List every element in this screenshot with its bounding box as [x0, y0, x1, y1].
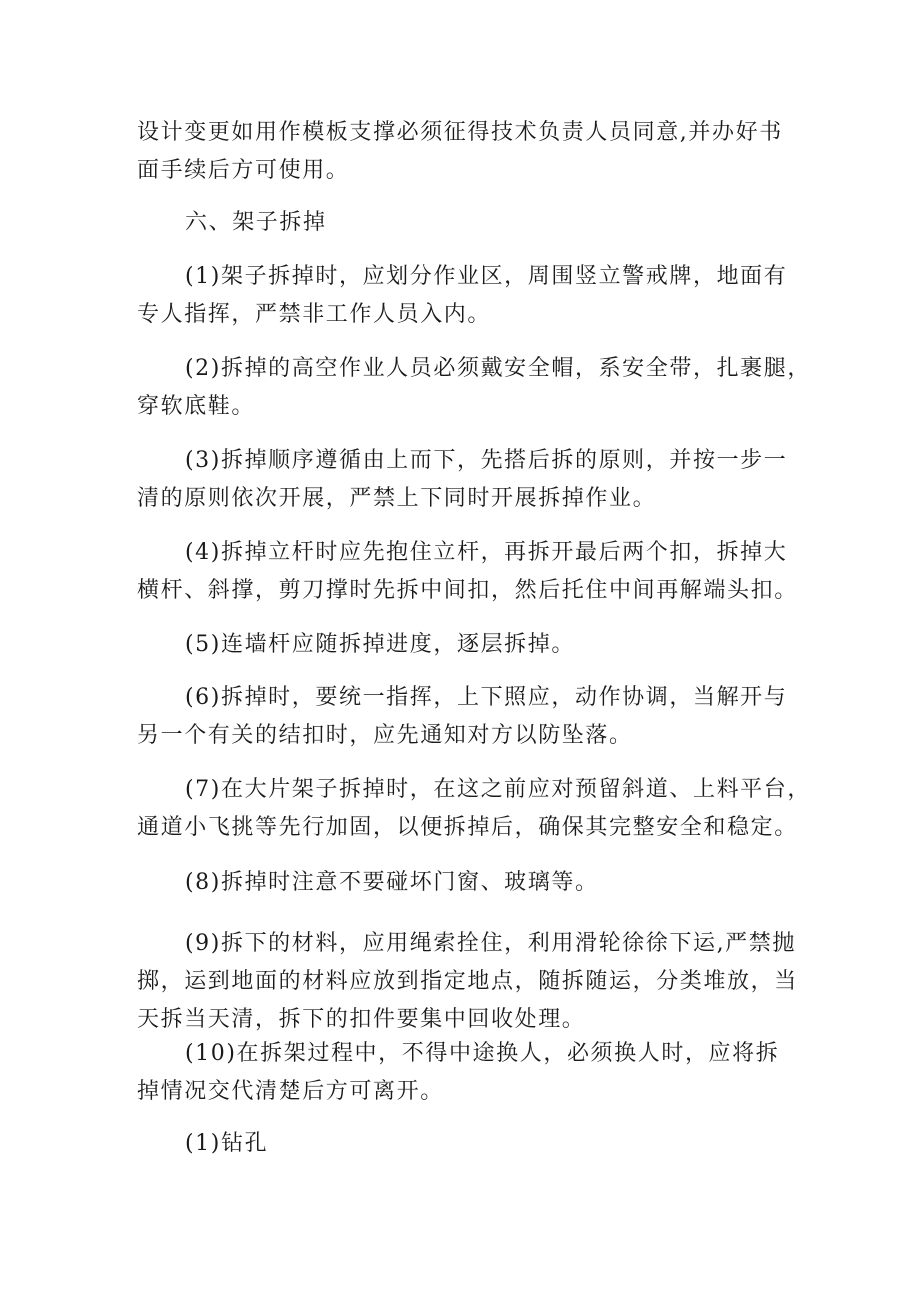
text-line: (7)在大片架子拆掉时，在这之前应对预留斜道、上料平台， — [185, 777, 811, 802]
text-line: 通道小飞挑等先行加固，以便拆掉后，确保其完整安全和稳定。 — [137, 815, 798, 840]
text-line: (6)拆掉时，要统一指挥，上下照应，动作协调，当解开与 — [185, 685, 788, 710]
text-line: 专人指挥，严禁非工作人员入内。 — [137, 302, 492, 327]
text-line: 面手续后方可使用。 — [137, 158, 350, 183]
heading-text: 六、架子拆掉 — [185, 210, 327, 235]
paragraph-item-9 — [137, 925, 797, 1039]
paragraph-item-2 — [137, 350, 811, 426]
text-line: 设计变更如用作模板支撑必须征得技术负责人员同意,并办好书 — [137, 120, 783, 145]
paragraph-item-5 — [137, 626, 797, 664]
text-line: (1)钻孔 — [185, 1131, 269, 1156]
paragraph-intro — [137, 114, 797, 190]
paragraph-item-3 — [137, 442, 797, 518]
paragraph-item-10 — [137, 1035, 797, 1111]
text-line: (10)在拆架过程中，不得中途换人，必须换人时，应将拆 — [185, 1041, 780, 1066]
paragraph-item-6 — [137, 679, 797, 755]
text-line: (5)连墙杆应随拆掉进度，逐层拆掉。 — [185, 632, 575, 657]
paragraph-item-4 — [137, 534, 797, 610]
text-line: 横杆、斜撑，剪刀撑时先拆中间扣，然后托住中间再解端头扣。 — [137, 578, 798, 603]
paragraph-item-11 — [137, 1125, 797, 1163]
text-line: (9)拆下的材料，应用绳索拴住，利用滑轮徐徐下运,严禁抛 — [185, 931, 796, 956]
text-line: 天拆当天清，拆下的扣件要集中回收处理。 — [137, 1007, 586, 1032]
text-line: (4)拆掉立杆时应先抱住立杆，再拆开最后两个扣，拆掉大 — [185, 540, 788, 565]
text-line: 穿软底鞋。 — [137, 394, 256, 419]
text-line: (2)拆掉的高空作业人员必须戴安全帽，系安全带，扎裹腿， — [185, 356, 811, 381]
paragraph-item-1 — [137, 258, 797, 334]
text-line: (1)架子拆掉时，应划分作业区，周围竖立警戒牌，地面有 — [185, 264, 788, 289]
text-line: 掷，运到地面的材料应放到指定地点，随拆随运，分类堆放，当 — [137, 969, 798, 994]
text-line: 另一个有关的结扣时，应先通知对方以防坠落。 — [137, 723, 633, 748]
text-line: 清的原则依次开展，严禁上下同时开展拆掉作业。 — [137, 486, 657, 511]
section-heading — [137, 204, 797, 242]
paragraph-item-7 — [137, 771, 811, 847]
paragraph-item-8 — [137, 864, 797, 902]
text-line: (3)拆掉顺序遵循由上而下，先搭后拆的原则，并按一步一 — [185, 448, 788, 473]
text-line: 掉情况交代清楚后方可离开。 — [137, 1079, 444, 1104]
text-line: (8)拆掉时注意不要碰坏门窗、玻璃等。 — [185, 870, 599, 895]
